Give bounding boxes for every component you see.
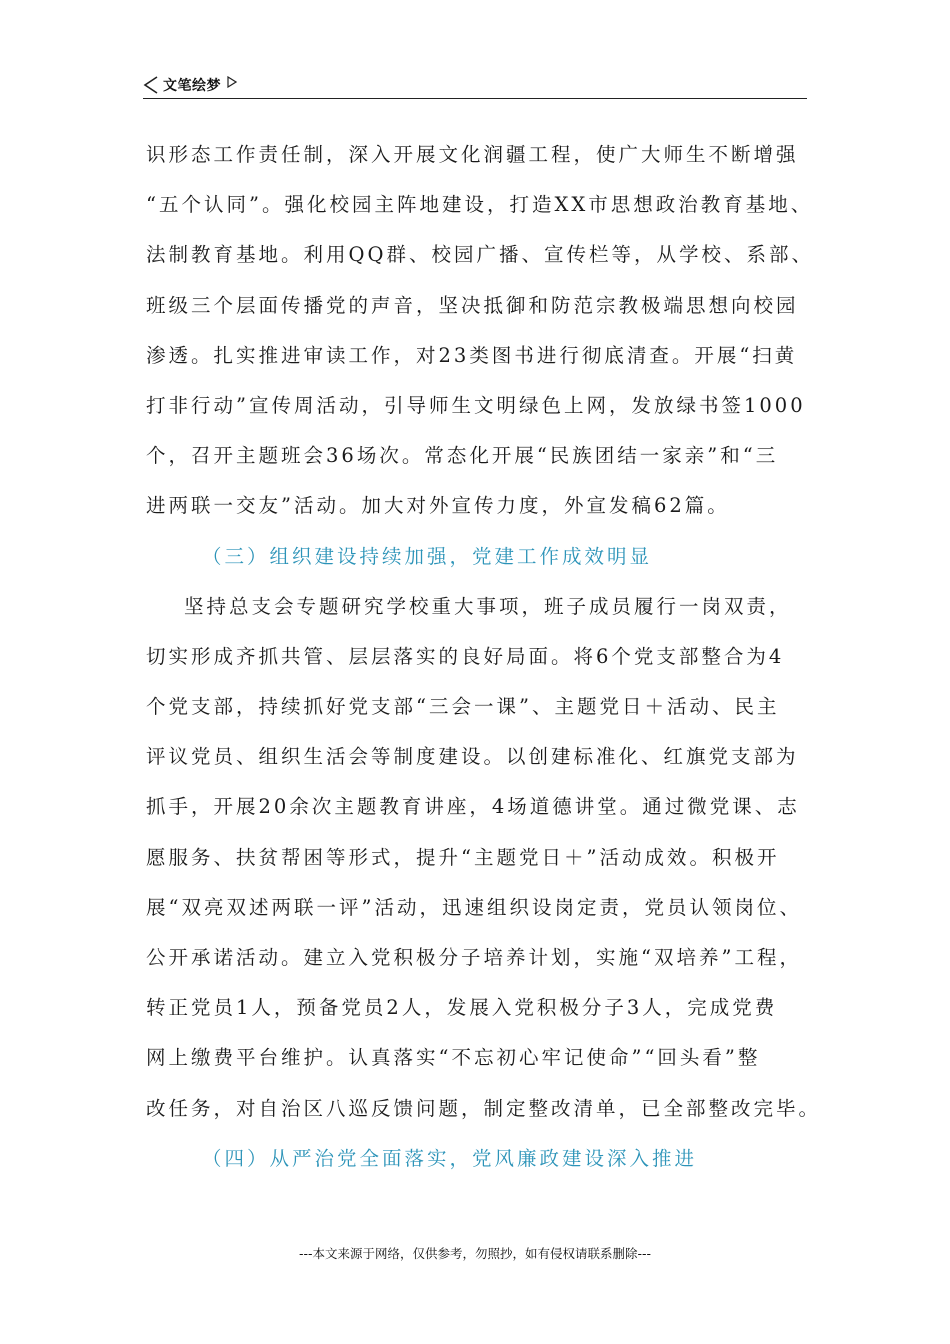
page-header: [143, 72, 807, 99]
text-line: 愿服务、扶贫帮困等形式，提升“主题党日＋”活动成效。积极开: [146, 845, 780, 869]
text-line: 抓手，开展20余次主题教育讲座，4场道德讲堂。通过微党课、志: [146, 795, 800, 819]
section-heading-4: （四）从严治党全面落实，党风廉政建设深入推进: [202, 1146, 698, 1170]
text-line: 转正党员1人，预备党员2人，发展入党积极分子3人，完成党费: [146, 996, 778, 1020]
text-line: 公开承诺活动。建立入党积极分子培养计划，实施“双培养”工程，: [146, 946, 802, 969]
text-line: 法制教育基地。利用QQ群、校园广播、宣传栏等，从学校、系部、: [146, 243, 814, 267]
text-line: 个，召开主题班会36场次。常态化开展“民族团结一家亲”和“三: [146, 444, 779, 468]
left-triangle-icon: [143, 76, 159, 94]
text-line: 切实形成齐抓共管、层层落实的良好局面。将6个党支部整合为4: [146, 644, 785, 668]
text-line: 班级三个层面传播党的声音，坚决抵御和防范宗教极端思想向校园: [146, 293, 799, 317]
text-line: 坚持总支会专题研究学校重大事项，班子成员履行一岗双责，: [184, 594, 792, 618]
header-brand: 文笔绘梦: [163, 78, 221, 94]
text-line: 进两联一交友”活动。加大对外宣传力度，外宣发稿62篇。: [146, 494, 730, 518]
right-triangle-icon: [227, 76, 237, 88]
document-body: [146, 130, 822, 1184]
text-line: 渗透。扎实推进审读工作，对23类图书进行彻底清查。开展“扫黄: [146, 343, 798, 367]
text-line: 网上缴费平台维护。认真落实“不忘初心牢记使命”“回头看”整: [146, 1046, 761, 1070]
section-heading-3: （三）组织建设持续加强，党建工作成效明显: [202, 544, 653, 568]
text-line: 评议党员、组织生活会等制度建设。以创建标准化、红旗党支部为: [146, 745, 799, 769]
page-footer-disclaimer: ---本文来源于网络，仅供参考，勿照抄，如有侵权请联系删除---: [298, 1246, 652, 1261]
text-line: 识形态工作责任制，深入开展文化润疆工程，使广大师生不断增强: [146, 143, 799, 166]
text-line: 打非行动”宣传周活动，引导师生文明绿色上网，发放绿书签1000: [146, 393, 806, 417]
text-line: 展“双亮双述两联一评”活动，迅速组织设岗定责，党员认领岗位、: [146, 895, 802, 919]
text-line: 个党支部，持续抓好党支部“三会一课”、主题党日＋活动、民主: [146, 695, 780, 719]
text-line: “五个认同”。强化校园主阵地建设，打造XX市思想政治教育基地、: [146, 193, 814, 217]
text-line: 改任务，对自治区八巡反馈问题，制定整改清单，已全部整改完毕。: [146, 1096, 822, 1120]
